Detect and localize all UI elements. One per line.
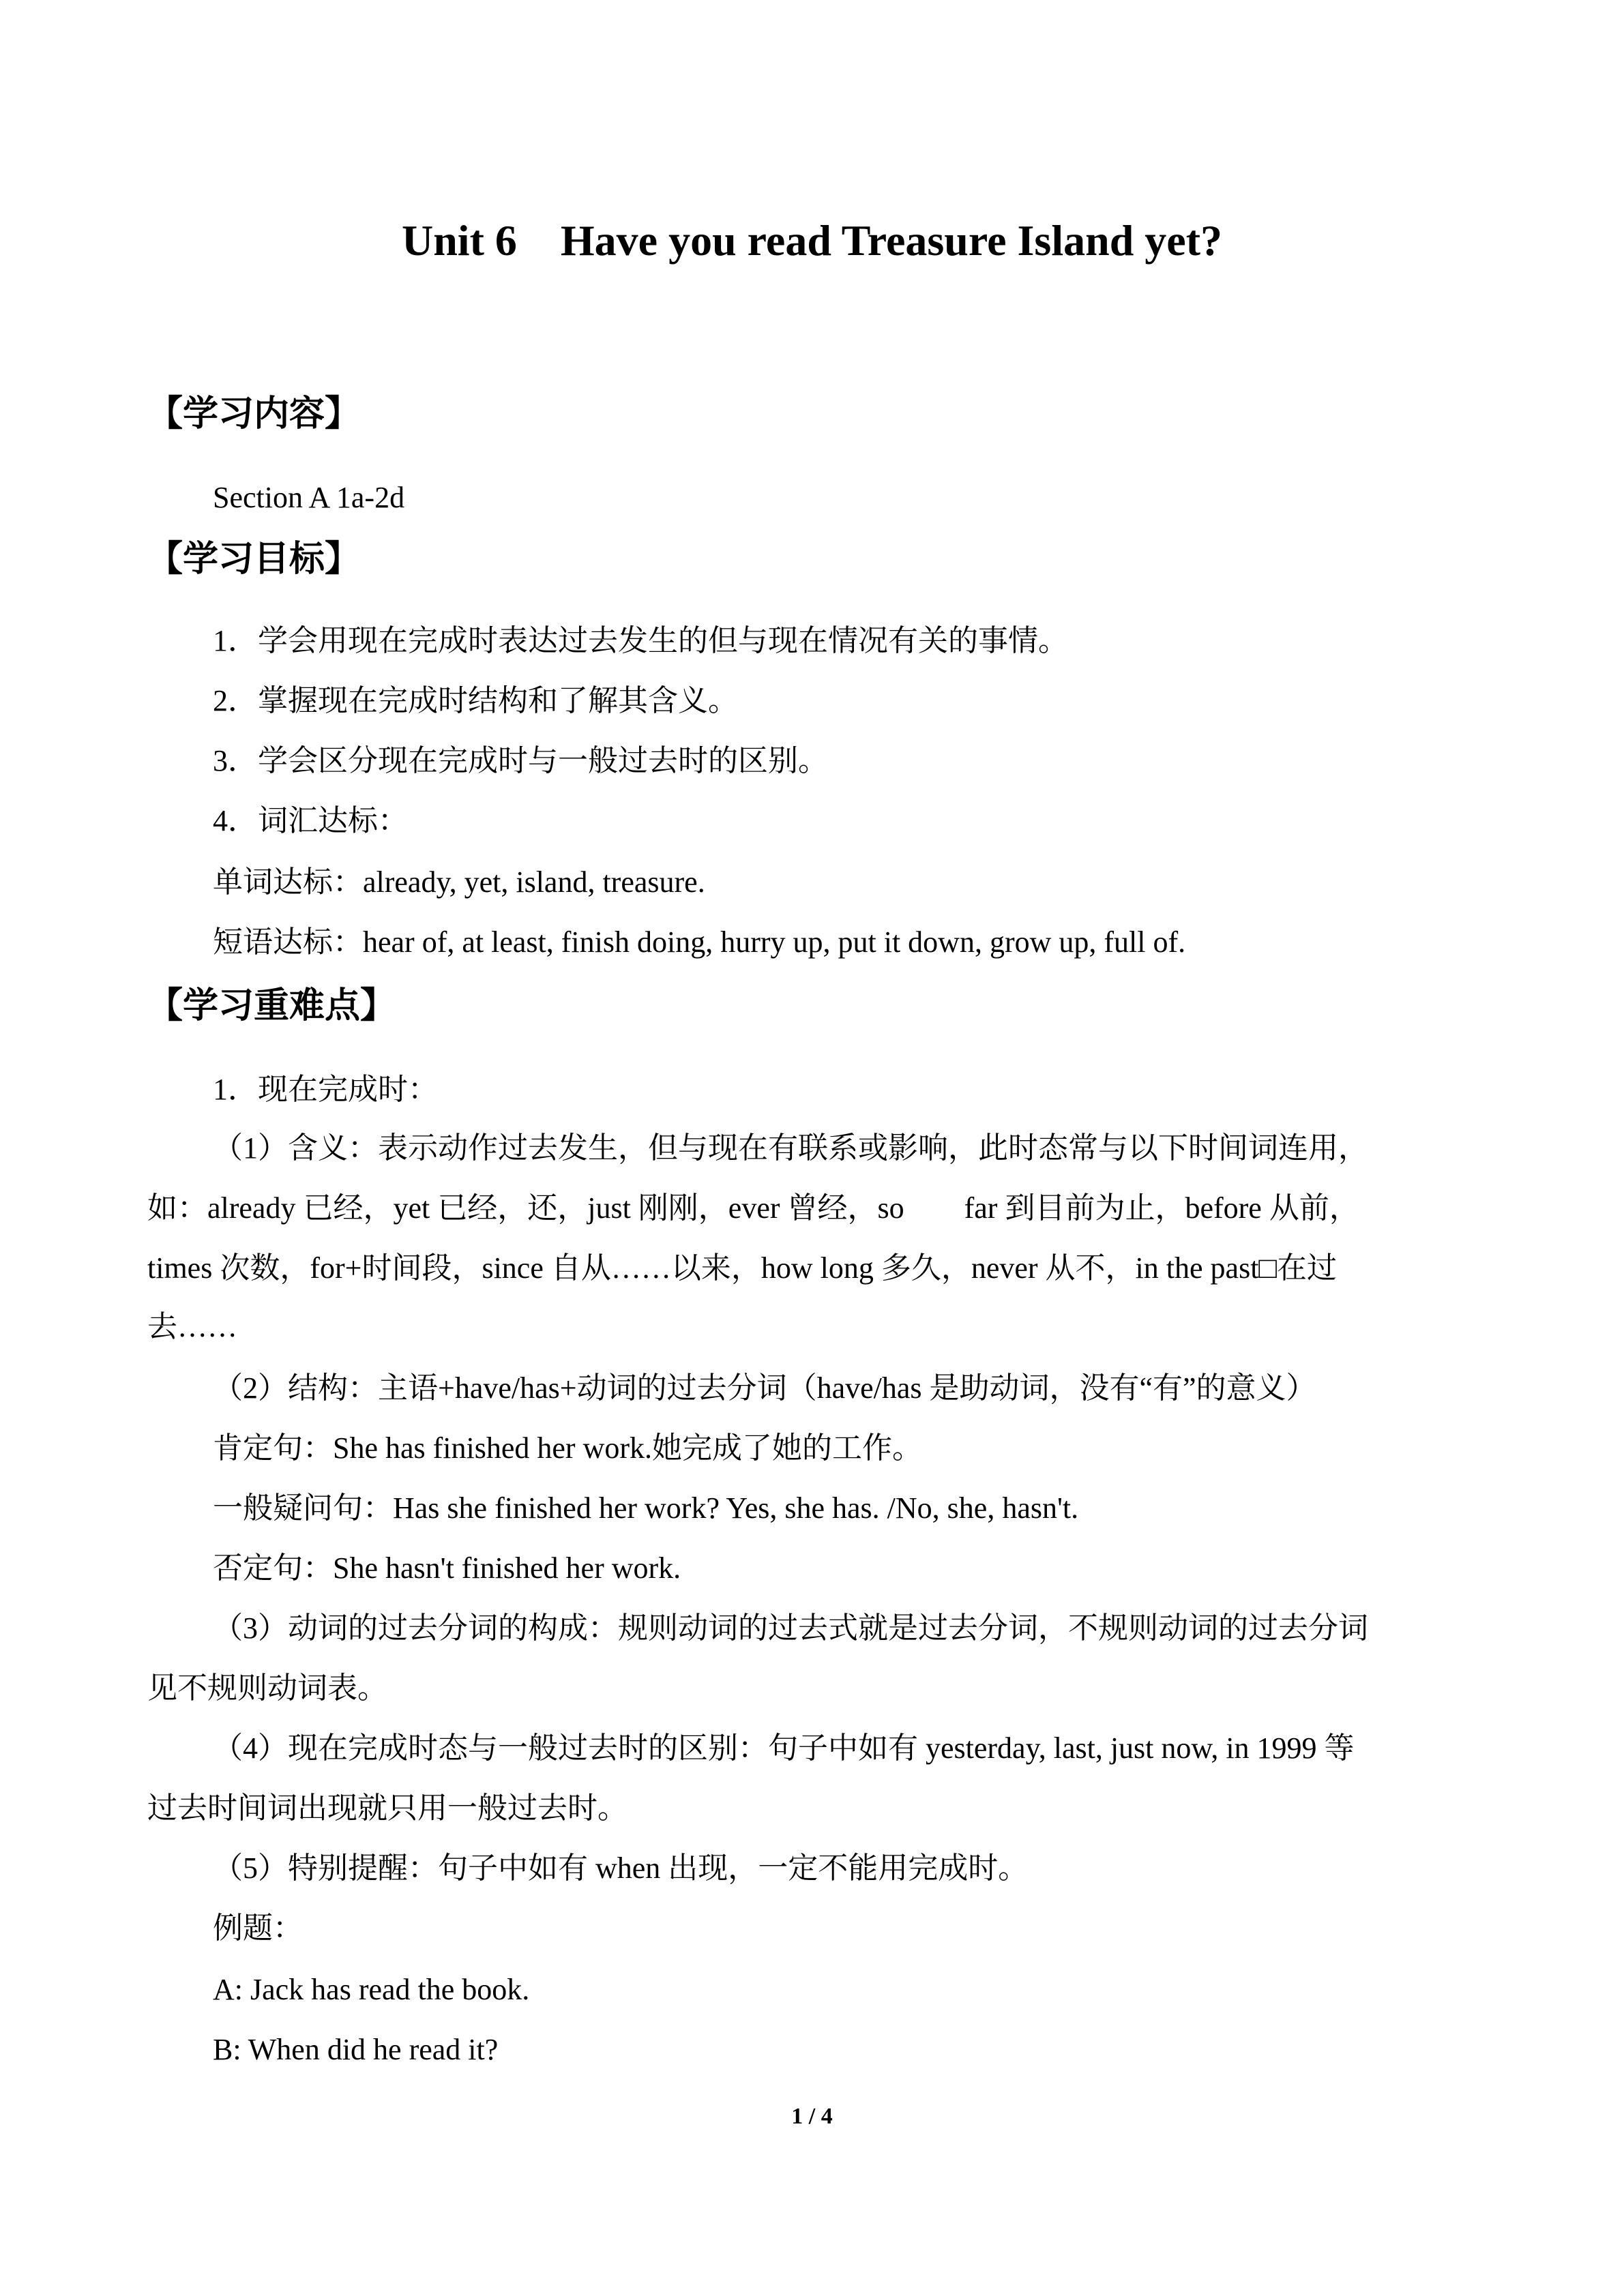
heading-key-points: 【学习重难点】: [147, 985, 396, 1026]
key-line-11: 见不规则动词表。: [147, 1671, 387, 1705]
page-number: 1 / 4: [791, 2104, 833, 2129]
heading-learning-content: 【学习内容】: [147, 393, 361, 434]
key-line-16: A: Jack has read the book.: [213, 1973, 530, 2006]
page-title: Unit 6 Have you read Treasure Island yet?: [401, 216, 1223, 265]
key-line-6: （2）结构：主语+have/has+动词的过去分词（have/has 是助动词，没有“有”的意义）: [213, 1371, 1316, 1405]
goal-phrases: 短语达标：hear of, at least, finish doing, hurry up, put it down, grow up, full of.: [213, 925, 1186, 959]
key-line-8: 一般疑问句：Has she finished her work? Yes, she has. /No, she, hasn't.: [213, 1491, 1079, 1525]
key-line-17: B: When did he read it?: [213, 2033, 499, 2066]
key-line-10: （3）动词的过去分词的构成：规则动词的过去式就是过去分词，不规则动词的过去分词: [213, 1611, 1368, 1645]
goal-4: 4．词汇达标：: [213, 804, 408, 837]
key-line-1: 1．现在完成时：: [213, 1073, 438, 1106]
key-line-14: （5）特别提醒：句子中如有 when 出现，一定不能用完成时。: [213, 1851, 1029, 1885]
key-line-12: （4）现在完成时态与一般过去时的区别：句子中如有 yesterday, last, just now, in 1999 等: [213, 1731, 1355, 1765]
heading-learning-goals: 【学习目标】: [147, 539, 361, 580]
goal-2: 2．掌握现在完成时结构和了解其含义。: [213, 684, 738, 717]
goal-1: 1．学会用现在完成时表达过去发生的但与现在情况有关的事情。: [213, 624, 1068, 657]
key-line-7: 肯定句：She has finished her work.她完成了她的工作。: [213, 1431, 923, 1465]
key-line-13: 过去时间词出现就只用一般过去时。: [147, 1791, 628, 1825]
key-line-5: 去……: [147, 1310, 237, 1343]
key-line-3: 如：already 已经，yet 已经，还，just 刚刚，ever 曾经，so far 到目前为止，before 从前，: [147, 1191, 1359, 1225]
section-range: Section A 1a-2d: [213, 481, 405, 514]
goal-3: 3．学会区分现在完成时与一般过去时的区别。: [213, 744, 828, 777]
key-line-2: （1）含义：表示动作过去发生，但与现在有联系或影响，此时态常与以下时间词连用，: [213, 1131, 1368, 1165]
goal-words: 单词达标：already, yet, island, treasure.: [213, 865, 705, 899]
key-line-15: 例题：: [213, 1911, 303, 1945]
key-line-9: 否定句：She hasn't finished her work.: [213, 1551, 681, 1585]
key-line-4: times 次数，for+时间段，since 自从……以来，how long 多久，never 从不，in the past□在过: [147, 1251, 1337, 1285]
